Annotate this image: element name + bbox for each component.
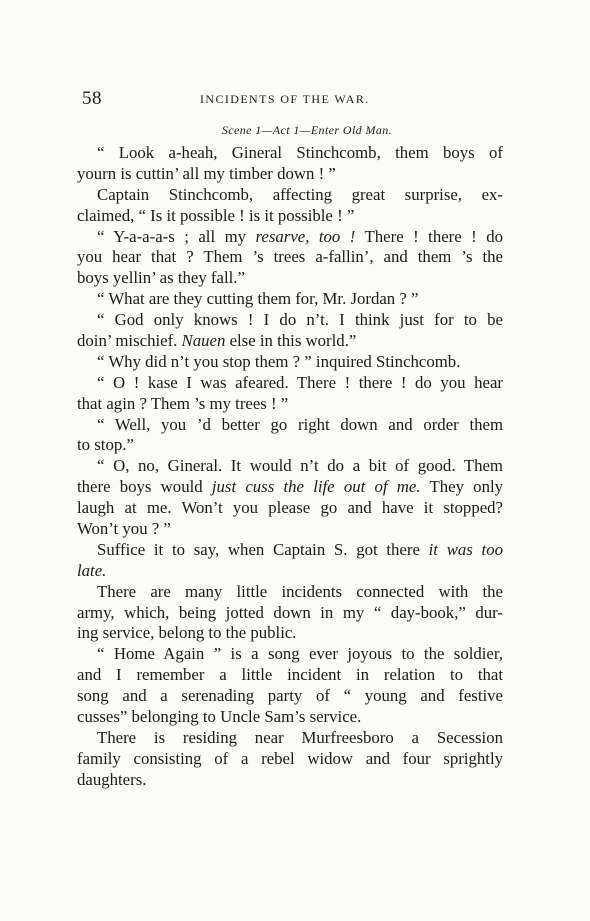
text-line — [77, 331, 503, 352]
text-run: Won’t you ? ” — [77, 519, 171, 539]
text-line — [77, 206, 503, 227]
text-line — [77, 498, 503, 519]
text-run: else in this world.” — [225, 331, 357, 351]
text-run: “ Home Again ” is a song ever joyous to the soldier, — [97, 644, 503, 664]
text-line — [77, 540, 503, 561]
text-run: cusses” belonging to Uncle Sam’s service. — [77, 707, 362, 727]
body-text — [77, 143, 503, 791]
text-run: army, which, being jotted down in my “ day-book,” dur- — [77, 602, 503, 622]
page-header — [82, 88, 512, 110]
text-line — [77, 185, 503, 206]
text-run: claimed, “ Is it possible ! is it possible ! ” — [77, 205, 355, 225]
text-run: “ Y-a-a-a-s ; all my — [97, 226, 256, 246]
text-line — [77, 603, 503, 624]
text-line — [77, 415, 503, 436]
italic-text: late. — [77, 560, 107, 580]
text-line — [77, 435, 503, 456]
text-line — [77, 770, 503, 791]
text-line — [77, 519, 503, 540]
text-run: there boys would — [77, 477, 212, 497]
scene-heading: Scene 1—Act 1—Enter Old Man. — [221, 123, 393, 137]
text-line — [77, 477, 503, 498]
text-run: family consisting of a rebel widow and four sprightly — [77, 748, 503, 768]
text-run: to stop.” — [77, 435, 134, 455]
text-line — [77, 247, 503, 268]
text-line — [77, 749, 503, 770]
text-run: “ Well, you ’d better go right down and order them — [97, 414, 503, 434]
text-run: There is residing near Murfreesboro a Secession — [97, 727, 503, 747]
italic-text: Nauen — [181, 331, 226, 351]
text-run: yourn is cuttin’ all my timber down ! ” — [77, 163, 336, 183]
text-line — [77, 665, 503, 686]
text-line — [77, 268, 503, 289]
text-line — [77, 561, 503, 582]
text-line — [77, 623, 503, 644]
text-run: Captain Stinchcomb, affecting great surprise, ex- — [97, 184, 503, 204]
text-run: They only — [420, 477, 504, 497]
text-run: Suffice it to say, when Captain S. got there — [97, 539, 429, 559]
text-line — [77, 456, 503, 477]
text-line — [77, 582, 503, 603]
text-run: There are many little incidents connected with the — [97, 581, 503, 601]
running-head: INCIDENTS OF THE WAR. — [200, 92, 370, 106]
text-line — [77, 373, 503, 394]
text-line — [77, 143, 503, 164]
text-run: daughters. — [77, 769, 147, 789]
text-run: laugh at me. Won’t you please go and have it stopped? — [77, 498, 503, 518]
text-run: you hear that ? Them ’s trees a-fallin’, and them ’s the — [77, 247, 503, 267]
text-run: There ! there ! do — [355, 226, 504, 246]
text-run: “ God only knows ! I do n’t. I think just for to be — [97, 310, 503, 330]
text-line — [77, 164, 503, 185]
italic-text: it was too — [428, 539, 503, 559]
text-line — [77, 352, 503, 373]
text-run: that agin ? Them ’s my trees ! ” — [77, 393, 289, 413]
text-run: “ What are they cutting them for, Mr. Jordan ? ” — [97, 289, 419, 309]
text-line — [77, 728, 503, 749]
text-run: boys yellin’ as they fall.” — [77, 268, 245, 288]
text-run: doin’ mischief. — [77, 331, 182, 351]
text-line — [77, 310, 503, 331]
text-run: and I remember a little incident in relation to that — [77, 665, 503, 685]
text-run: “ Look a-heah, Gineral Stinchcomb, them boys of — [97, 143, 503, 162]
text-line — [77, 686, 503, 707]
text-line — [77, 227, 503, 248]
text-run: “ O ! kase I was afeared. There ! there ! do you hear — [97, 372, 503, 392]
text-line — [77, 394, 503, 415]
text-line — [77, 644, 503, 665]
text-line — [77, 289, 503, 310]
italic-text: just cuss the life out of me. — [211, 477, 421, 497]
text-run: ing service, belong to the public. — [77, 623, 297, 643]
italic-text: resarve, too ! — [255, 226, 356, 246]
text-run: “ Why did n’t you stop them ? ” inquired Stinchcomb. — [97, 351, 461, 371]
text-line — [77, 707, 503, 728]
text-run: song and a serenading party of “ young and festive — [77, 686, 503, 706]
page-number: 58 — [82, 88, 102, 109]
text-run: “ O, no, Gineral. It would n’t do a bit of good. Them — [97, 456, 503, 476]
